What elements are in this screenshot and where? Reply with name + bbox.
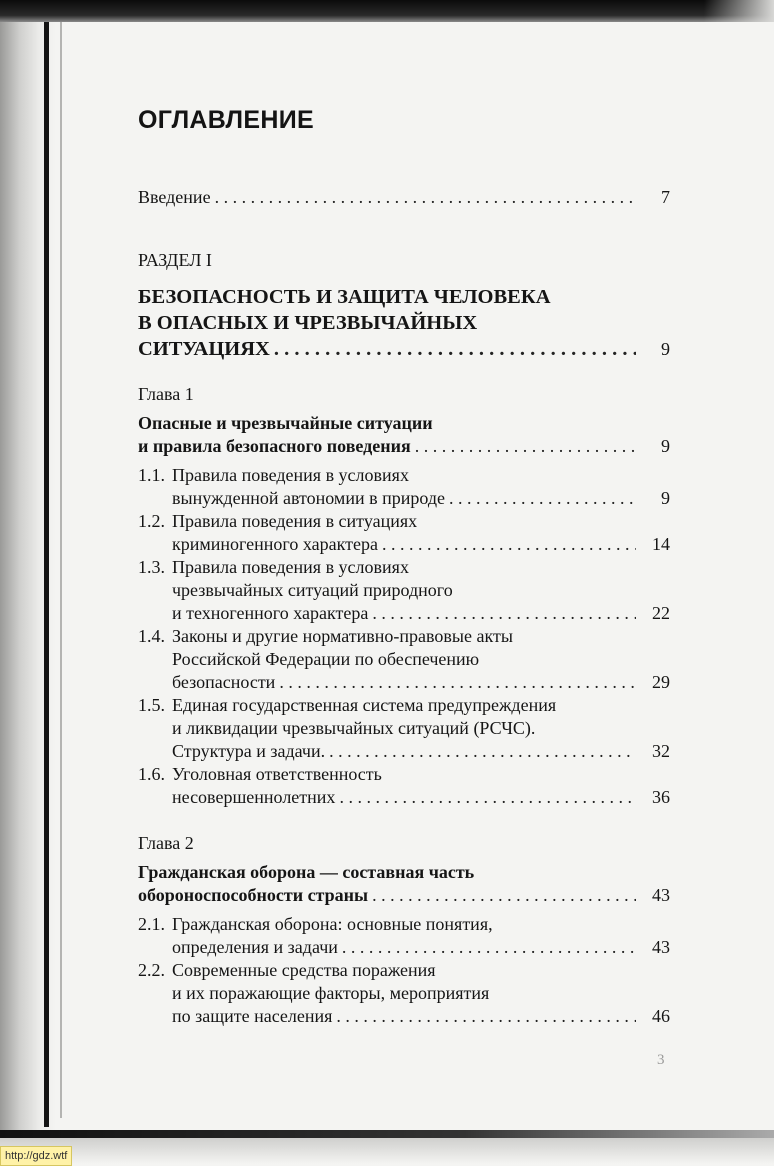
item-number: 1.1. xyxy=(138,465,165,485)
item-number: 1.3. xyxy=(138,557,165,577)
toc-entry-2-2[interactable] xyxy=(138,959,670,1028)
dot-leader xyxy=(372,884,636,907)
item-number: 2.1. xyxy=(138,914,165,934)
dot-leader xyxy=(274,336,636,362)
toc-entry-1-3[interactable] xyxy=(138,556,670,625)
section-title-line: В ОПАСНЫХ И ЧРЕЗВЫЧАЙНЫХ xyxy=(138,312,478,334)
item-line: Структура и задачи. xyxy=(172,741,326,761)
dot-leader xyxy=(382,533,636,556)
item-line: Единая государственная система предупреждения xyxy=(172,695,557,715)
dot-leader xyxy=(342,936,636,959)
chapter-title-line: Гражданская оборона — составная часть xyxy=(138,862,475,882)
watermark-link[interactable]: http://gdz.wtf xyxy=(0,1146,72,1166)
item-line: Правила поведения в условиях xyxy=(172,465,409,485)
item-line: чрезвычайных ситуаций природного xyxy=(172,580,453,600)
toc-entry-1-5[interactable] xyxy=(138,694,670,763)
toc-page-number: 43 xyxy=(652,885,670,905)
item-line: и ликвидации чрезвычайных ситуаций (РСЧС). xyxy=(172,718,536,738)
item-line: несовершеннолетних xyxy=(172,787,336,807)
toc-entry-chapter-2[interactable] xyxy=(138,861,670,907)
section-title-line: БЕЗОПАСНОСТЬ И ЗАЩИТА ЧЕЛОВЕКА xyxy=(138,286,551,308)
chapter-title-line: и правила безопасного поведения xyxy=(138,436,411,456)
dot-leader xyxy=(279,671,636,694)
item-number: 1.6. xyxy=(138,764,165,784)
toc-entry-1-1[interactable] xyxy=(138,464,670,510)
toc-page-number: 9 xyxy=(661,488,670,508)
chapter-1-label: Глава 1 xyxy=(138,384,194,404)
dot-leader xyxy=(336,1005,636,1028)
item-line: безопасности xyxy=(172,672,276,692)
toc-entry-label: Введение xyxy=(138,187,211,207)
toc-entry-1-4[interactable] xyxy=(138,625,670,694)
dot-leader xyxy=(415,435,636,458)
dot-leader xyxy=(449,487,636,510)
dot-leader xyxy=(372,602,636,625)
toc-page-number: 9 xyxy=(661,436,670,456)
bottom-scan-fade xyxy=(0,1138,774,1164)
top-scan-border xyxy=(0,0,774,22)
toc-page-number: 43 xyxy=(652,937,670,957)
chapter-title-line: Опасные и чрезвычайные ситуации xyxy=(138,413,433,433)
chapter-2-label: Глава 2 xyxy=(138,833,194,853)
item-line: Законы и другие нормативно-правовые акты xyxy=(172,626,513,646)
item-line: вынужденной автономии в природе xyxy=(172,488,445,508)
toc-page-number: 22 xyxy=(652,603,670,623)
item-line: Российской Федерации по обеспечению xyxy=(172,649,480,669)
item-line: Уголовная ответственность xyxy=(172,764,382,784)
item-line: Современные средства поражения xyxy=(172,960,436,980)
spine-inner-line xyxy=(60,18,62,1118)
item-number: 2.2. xyxy=(138,960,165,980)
item-line: Правила поведения в ситуациях xyxy=(172,511,418,531)
bottom-scan-border xyxy=(0,1130,774,1138)
item-number: 1.5. xyxy=(138,695,165,715)
item-line: Гражданская оборона: основные понятия, xyxy=(172,914,493,934)
toc-page-number: 32 xyxy=(652,741,670,761)
item-line: и техногенного характера xyxy=(172,603,369,623)
toc-page-number: 7 xyxy=(661,187,670,207)
item-line: по защите населения xyxy=(172,1006,333,1026)
item-number: 1.2. xyxy=(138,511,165,531)
toc-page-number: 29 xyxy=(652,672,670,692)
top-scan-border-fade xyxy=(704,0,774,22)
page-title: ОГЛАВЛЕНИЕ xyxy=(138,106,314,134)
item-number: 1.4. xyxy=(138,626,165,646)
toc-entry-1-2[interactable] xyxy=(138,510,670,556)
toc-page-number: 9 xyxy=(661,339,670,359)
item-line: определения и задачи xyxy=(172,937,338,957)
toc-entry-chapter-1[interactable] xyxy=(138,412,670,458)
toc-page-number: 36 xyxy=(652,787,670,807)
toc-entry-1-6[interactable] xyxy=(138,763,670,809)
item-line: и их поражающие факторы, мероприятия xyxy=(172,983,490,1003)
section-label: РАЗДЕЛ I xyxy=(138,250,212,270)
toc-entry-2-1[interactable] xyxy=(138,913,670,959)
section-title-line: СИТУАЦИЯХ xyxy=(138,338,270,360)
spine-edge-line xyxy=(44,12,49,1127)
chapter-title-line: обороноспособности страны xyxy=(138,885,369,905)
dot-leader xyxy=(329,740,636,763)
toc-entry-intro[interactable] xyxy=(138,186,670,209)
toc-page-number: 14 xyxy=(652,534,670,554)
dot-leader xyxy=(215,186,636,209)
toc-entry-section-1[interactable] xyxy=(138,284,670,362)
dot-leader xyxy=(339,786,636,809)
item-line: криминогенного характера xyxy=(172,534,378,554)
item-line: Правила поведения в условиях xyxy=(172,557,409,577)
page-number: 3 xyxy=(657,1052,665,1068)
toc-page-number: 46 xyxy=(652,1006,670,1026)
